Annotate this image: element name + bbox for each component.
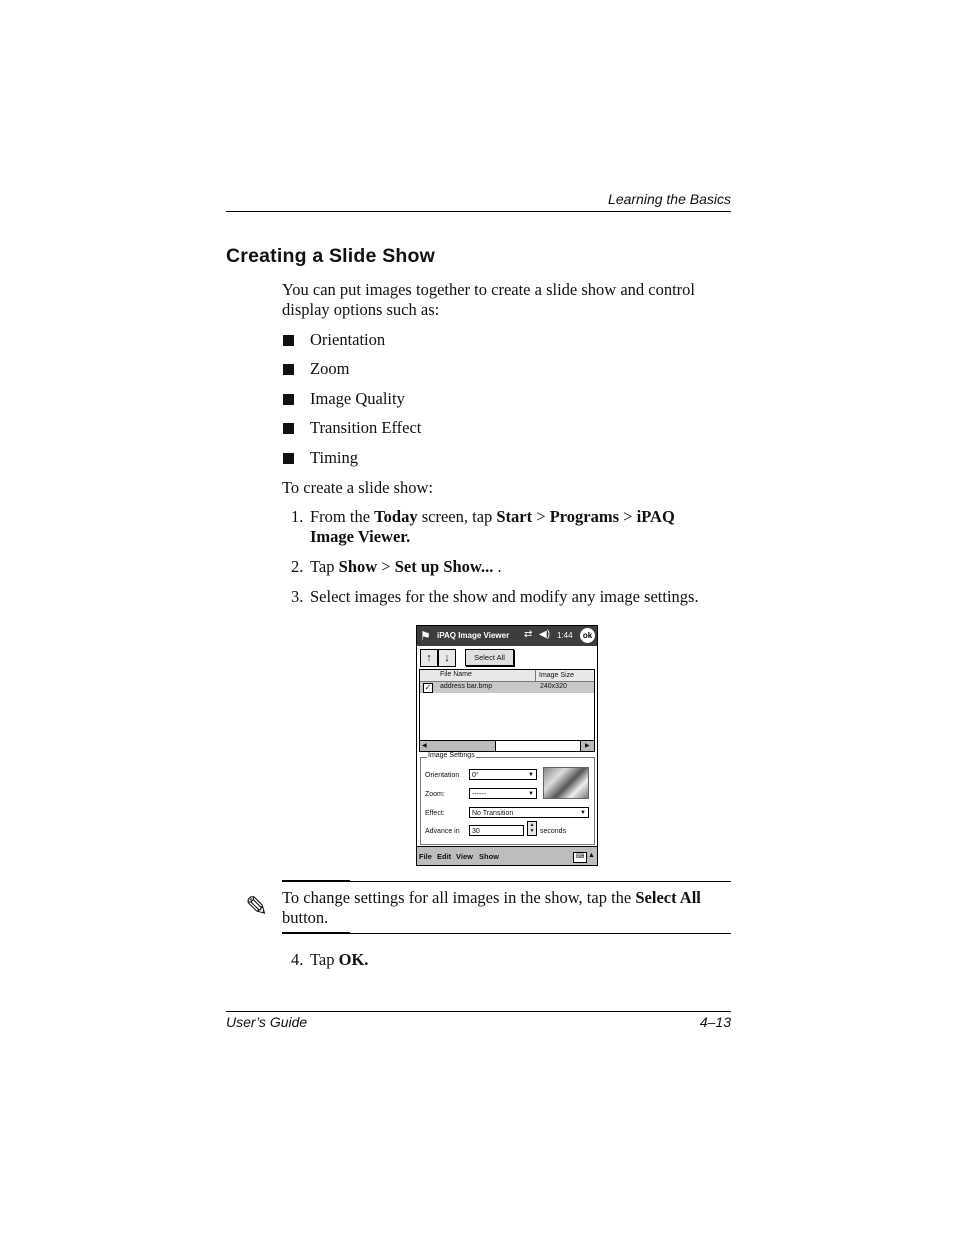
advance-input[interactable]: 30 — [469, 825, 524, 836]
seconds-label: seconds — [540, 828, 567, 835]
move-down-icon[interactable]: ↓ — [438, 649, 456, 667]
horizontal-scrollbar[interactable] — [420, 740, 594, 751]
intro-line-2: display options such as: — [282, 300, 440, 319]
lead-in: To create a slide show: — [282, 478, 433, 497]
note-rule-bottom — [350, 933, 731, 934]
note-line-2: button. — [282, 908, 329, 927]
bullet-square-icon — [283, 335, 294, 346]
effect-label: Effect: — [425, 810, 445, 817]
menu-view[interactable]: View — [456, 852, 473, 861]
dropdown-arrow-icon: ▼ — [528, 791, 534, 797]
column-file-name[interactable]: File Name — [440, 671, 472, 678]
device-screenshot — [416, 625, 598, 866]
bullet-square-icon — [283, 453, 294, 464]
image-settings-label: Image Settings — [428, 752, 475, 759]
checkbox-checked-icon[interactable]: ✓ — [424, 683, 432, 692]
step-4: 4. Tap OK. — [291, 950, 369, 969]
footer-title: User’s Guide — [226, 1014, 308, 1030]
header-rule — [226, 211, 731, 212]
image-size-cell: 240x320 — [540, 683, 567, 690]
device-clock[interactable]: 1:44 — [557, 631, 573, 640]
move-up-icon[interactable]: ↑ — [420, 649, 438, 667]
note-rule-top — [350, 881, 731, 882]
step-2: 2. Tap Show > Set up Show... . — [291, 557, 502, 576]
select-all-button[interactable]: Select All — [465, 649, 514, 666]
device-menu-bar — [417, 846, 597, 866]
sync-arrows-icon[interactable]: ⇄ — [524, 629, 533, 640]
menu-show[interactable]: Show — [479, 852, 499, 861]
menu-edit[interactable]: Edit — [437, 852, 452, 861]
start-flag-icon[interactable]: ⚑ — [420, 629, 431, 643]
orientation-select[interactable]: 0° ▼ — [469, 769, 537, 780]
step-1: 1. From the Today screen, tap Start > Programs > iPAQ Image Viewer. — [291, 507, 675, 546]
page-number: 4–13 — [699, 1014, 731, 1030]
scroll-left-icon[interactable]: ◀ — [422, 743, 427, 749]
footer-rule — [226, 1011, 731, 1012]
note-line-1: To change settings for all images in the show, tap the Select All — [282, 888, 701, 907]
scroll-right-icon[interactable]: ▶ — [585, 743, 590, 749]
image-settings-group — [420, 752, 595, 845]
input-panel-arrow-icon[interactable]: ▲ — [588, 852, 595, 859]
speaker-icon[interactable]: ◀) — [539, 629, 551, 640]
effect-select[interactable]: No Transition ▼ — [469, 807, 589, 818]
zoom-select[interactable]: ------ ▼ — [469, 788, 537, 799]
note-rule-top-accent — [282, 880, 350, 882]
step-3: 3. Select images for the show and modify any image settings. — [291, 587, 699, 606]
column-image-size[interactable]: Image Size — [535, 670, 574, 681]
advance-spinner-icon[interactable]: ▲ ▼ — [527, 821, 537, 836]
note-rule-bottom-accent — [282, 932, 350, 934]
list-item[interactable] — [420, 682, 594, 693]
zoom-label: Zoom: — [425, 791, 445, 798]
file-name-cell: address bar.bmp — [440, 683, 493, 690]
list-header — [420, 670, 594, 682]
image-preview — [543, 767, 589, 799]
running-head: Learning the Basics — [608, 191, 731, 207]
intro-line-1: You can put images together to create a slide show and control — [282, 280, 696, 299]
pencil-note-icon: ✎ — [245, 892, 269, 923]
menu-file[interactable]: File — [419, 852, 432, 861]
device-title-bar — [417, 626, 597, 646]
orientation-label: Orientation — [425, 772, 460, 779]
dropdown-arrow-icon: ▼ — [580, 810, 586, 816]
bullet-square-icon — [283, 364, 294, 375]
device-app-title: iPAQ Image Viewer — [437, 631, 510, 640]
image-file-list[interactable] — [419, 669, 595, 752]
section-title: Creating a Slide Show — [226, 245, 435, 267]
scroll-thumb[interactable] — [495, 741, 581, 751]
bullet-square-icon — [283, 423, 294, 434]
keyboard-icon[interactable]: ⌨ — [573, 852, 587, 863]
dropdown-arrow-icon: ▼ — [528, 772, 534, 778]
ok-button[interactable]: ok — [580, 628, 595, 643]
bullet-square-icon — [283, 394, 294, 405]
advance-label: Advance in — [425, 828, 460, 835]
